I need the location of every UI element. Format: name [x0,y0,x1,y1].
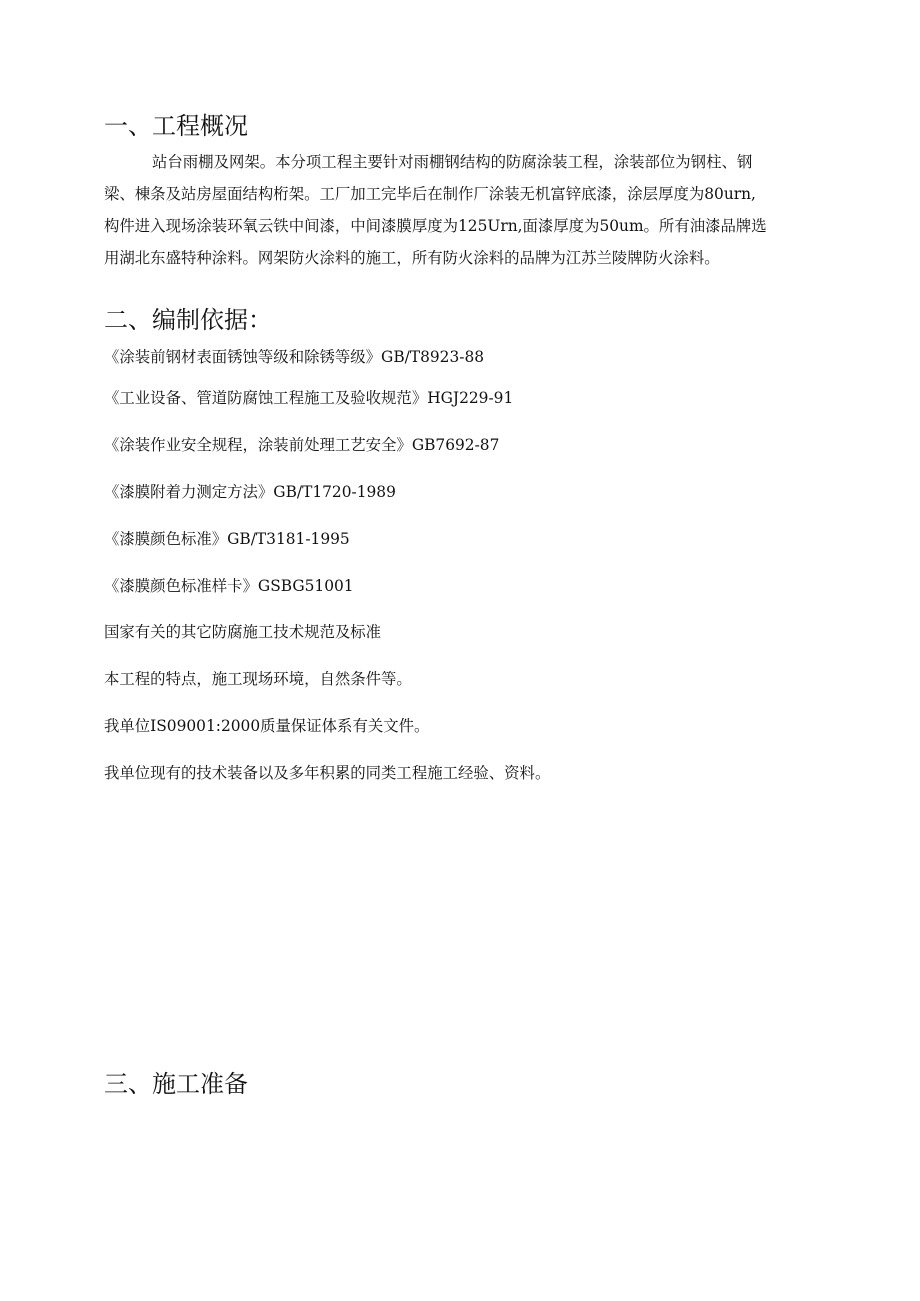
overview-line-3: 构件进入现场涂装环氧云铁中间漆，中间漆膜厚度为125Urn,面漆厚度为50um。所有油漆品牌选 [104,217,767,235]
reference-item-10: 我单位现有的技术装备以及多年积累的同类工程施工经验、资料。 [104,764,551,782]
section-3-heading: 三、施工准备 [104,1070,248,1098]
reference-item-6: 《漆膜颜色标准样卡》GSBG51001 [104,577,354,595]
reference-item-7: 国家有关的其它防腐施工技术规范及标准 [104,623,382,641]
reference-item-3: 《涂装作业安全规程，涂装前处理工艺安全》GB7692-87 [104,436,500,454]
reference-item-2: 《工业设备、管道防腐蚀工程施工及验收规范》HGJ229-91 [104,389,514,407]
reference-item-5: 《漆膜颜色标准》GB/T3181-1995 [104,530,350,548]
section-2-heading: 二、编制依据： [104,306,272,334]
project-overview-paragraph [104,146,804,274]
reference-item-9: 我单位IS09001:2000质量保证体系有关文件。 [104,717,430,735]
reference-item-4: 《漆膜附着力测定方法》GB/T1720-1989 [104,483,396,501]
overview-line-2: 梁、棟条及站房屋面结构桁架。工厂加工完毕后在制作厂涂装无机富锌底漆，涂层厚度为80urn, [104,185,756,203]
overview-line-4: 用湖北东盛特种涂料。网架防火涂料的施工，所有防火涂料的品牌为江苏兰陵牌防火涂料。 [104,249,720,267]
reference-item-8: 本工程的特点，施工现场环境，自然条件等。 [104,670,412,688]
section-1-heading: 一、工程概况 [104,112,248,140]
overview-line-1: 站台雨棚及网架。本分项工程主要针对雨棚钢结构的防腐涂装工程，涂装部位为钢柱、钢 [152,153,753,171]
reference-item-1: 《涂装前钢材表面锈蚀等级和除锈等级》GB/T8923-88 [104,348,485,366]
